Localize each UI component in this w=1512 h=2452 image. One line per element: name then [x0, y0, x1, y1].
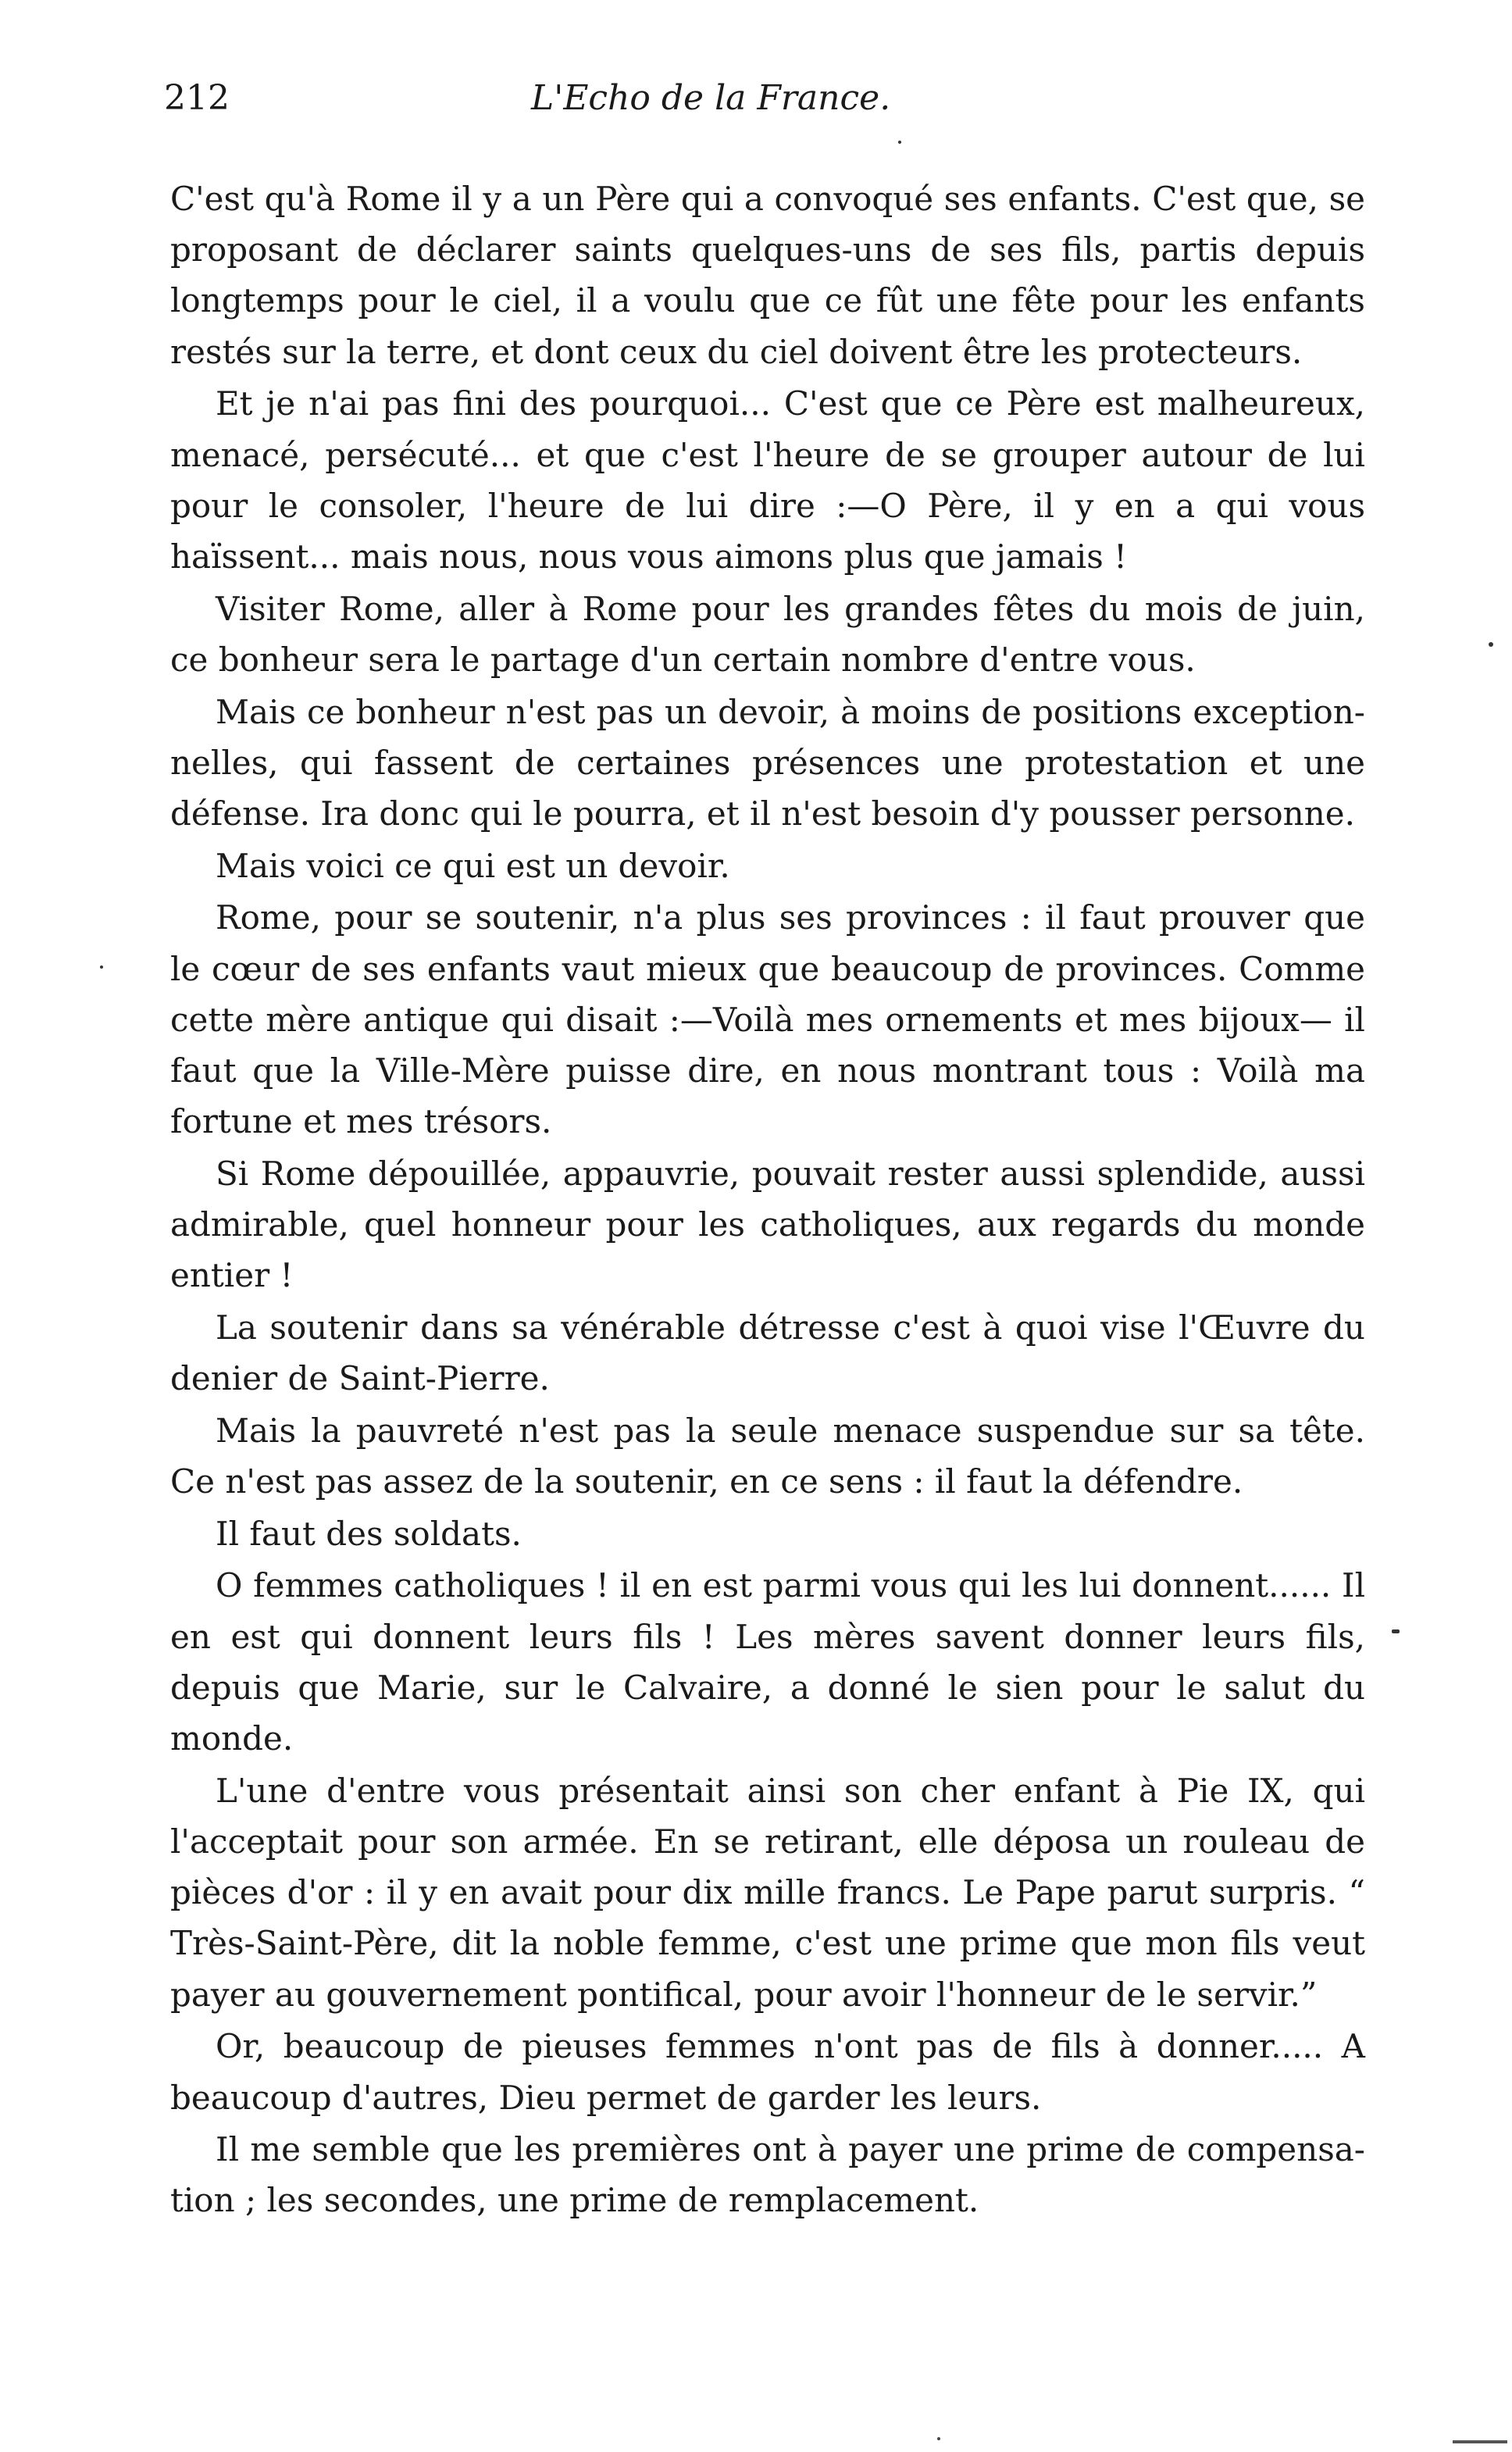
- paragraph-7: Si Rome dépouillée, appauvrie, pouvait rester aussi splendide, aussi admirable, quel honneur pour les catholiques, aux regards du monde entier !: [170, 1154, 1365, 1295]
- paragraph-13: Or, beaucoup de pieuses femmes n'ont pas de fils à donner..... A beaucoup d'autres, Dieu permet de garder les leurs.: [170, 2027, 1365, 2117]
- paragraph-10: Il faut des soldats.: [216, 1514, 522, 1553]
- paragraph-1: C'est qu'à Rome il y a un Père qui a convoqué ses enfants. C'est que, se proposant de déclarer saints quelques-uns de ses fils, partis depuis longtemps pour le ciel, il a voulu que ce fût une fête pour les enfants restés sur la terre, et dont ceux du ciel doivent être les protecteurs.: [170, 180, 1365, 371]
- paragraph-11: O femmes catholiques ! il en est parmi vous qui les lui donnent...... Il en est qui donnent leurs fils ! Les mères savent donner leurs fils, depuis que Marie, sur le Calvaire, a donné le sien pour le salut du monde.: [170, 1566, 1365, 1758]
- paragraph-5: Mais voici ce qui est un devoir.: [216, 846, 730, 885]
- body-text: [170, 173, 1365, 2227]
- scan-speck: [1392, 1629, 1400, 1633]
- page-edge-mark: [1453, 2440, 1507, 2443]
- paragraph-2: Et je n'ai pas fini des pourquoi... C'est que ce Père est malheureux, menacé, persécuté... et que c'est l'heure de se grouper autour de lui pour le consoler, l'heure de lui dire :—O Père, il y en a qui vous haïssent... mais nous, nous vous aimons plus que jamais !: [170, 384, 1365, 576]
- scan-speck: [937, 2437, 940, 2440]
- scan-speck: [1489, 642, 1493, 647]
- running-head: [164, 75, 1367, 122]
- paragraph-4: Mais ce bonheur n'est pas un devoir, à moins de positions exceptionnelles, qui fassent de certaines présences une protestation et une défense. Ira donc qui le pourra, et il n'est besoin d'y pousser personne.: [170, 692, 1365, 833]
- running-title: L'Echo de la France.: [531, 78, 891, 118]
- paragraph-3: Visiter Rome, aller à Rome pour les grandes fêtes du mois de juin, ce bonheur sera le partage d'un certain nombre d'entre vous.: [170, 589, 1365, 679]
- paragraph-6: Rome, pour se soutenir, n'a plus ses provinces : il faut prouver que le cœur de ses enfants vaut mieux que beaucoup de provinces. Comme cette mère antique qui disait :—Voilà mes ornements et mes bijoux— il faut que la Ville-Mère puisse dire, en nous montrant tous : Voilà ma fortune et mes trésors.: [170, 898, 1365, 1141]
- paragraph-8: La soutenir dans sa vénérable détresse c'est à quoi vise l'Œuvre du denier de Saint-Pierre.: [170, 1308, 1365, 1398]
- paragraph-9: Mais la pauvreté n'est pas la seule menace suspendue sur sa tête. Ce n'est pas assez de la soutenir, en ce sens : il faut la défendre.: [170, 1411, 1365, 1501]
- page-number: 212: [164, 78, 230, 118]
- scan-speck: [100, 965, 103, 969]
- scan-speck: [898, 141, 901, 144]
- paragraph-12: L'une d'entre vous présentait ainsi son cher enfant à Pie IX, qui l'acceptait pour son armée. En se retirant, elle déposa un rouleau de pièces d'or : il y en avait pour dix mille francs. Le Pape parut surpris. “ Très-Saint-Père, dit la noble femme, c'est une prime que mon fils veut payer au gouvernement pontifical, pour avoir l'honneur de le servir.”: [170, 1771, 1365, 2014]
- paragraph-14: Il me semble que les premières ont à payer une prime de compensation ; les secondes, une prime de remplacement.: [170, 2130, 1365, 2220]
